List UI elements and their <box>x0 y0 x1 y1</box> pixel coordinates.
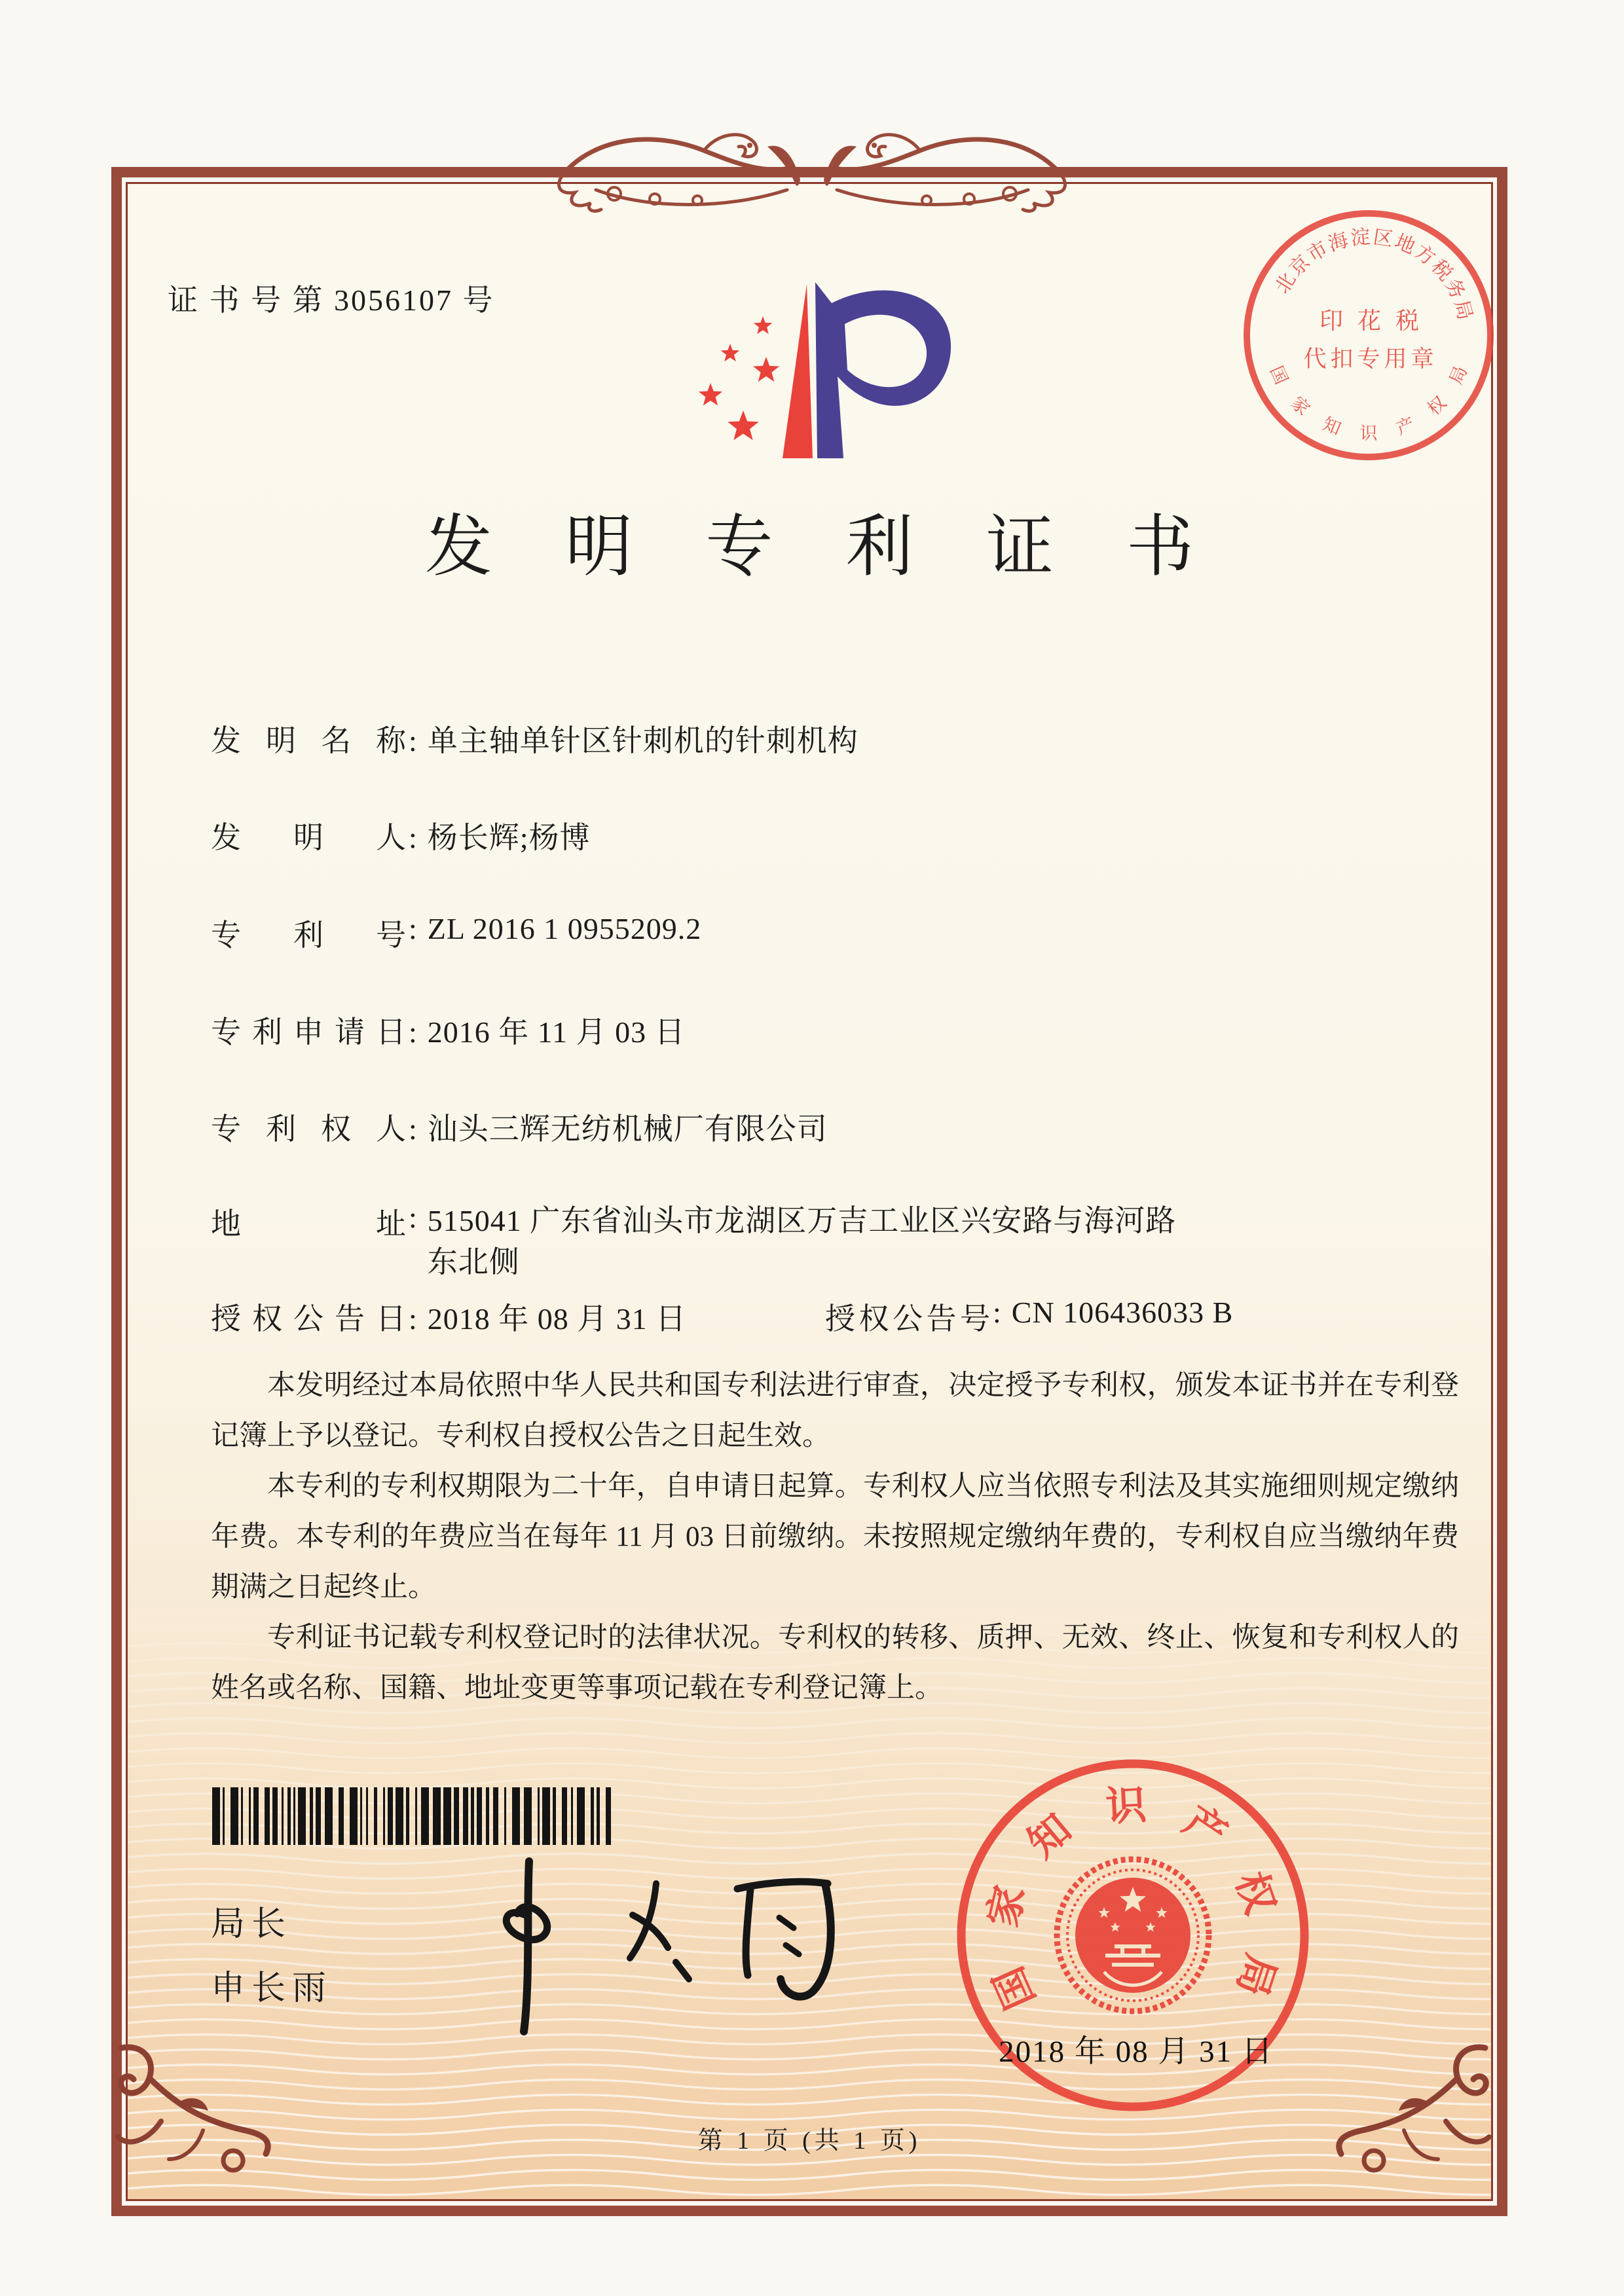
field-label: 授 权 公 告 号 <box>825 1302 990 1336</box>
national-emblem <box>1057 1859 1209 2011</box>
field-row-grant: 授 权 公 告 日 : 2018 年 08 月 31 日 授 权 公 告 号 : CN 106436033 B <box>211 1295 686 1338</box>
field-value: 汕头三辉无纺机械厂有限公司 <box>427 1112 828 1146</box>
svg-text:淀: 淀 <box>1350 226 1371 249</box>
field-grant-number: 授 权 公 告 号 : CN 106436033 B <box>825 1295 1233 1338</box>
svg-text:知: 知 <box>1320 414 1344 439</box>
field-label: 发 明 人 <box>211 821 406 854</box>
svg-text:权: 权 <box>1424 392 1450 420</box>
legal-paragraph-2: 本专利的专利权期限为二十年，自申请日起算。专利权人应当依照专利法及其实施细则规定缴纳年费。本专利的年费应当在每年 11 月 03 日前缴纳。未按照规定缴纳年费的，专利权自应当缴纳年费期满之日起终止。 <box>211 1471 1459 1603</box>
field-label: 专 利 权 人 <box>211 1112 406 1146</box>
svg-text:海: 海 <box>1325 228 1352 256</box>
cnipa-logo <box>681 272 950 468</box>
certificate-title: 发明专利证书 <box>424 510 1267 585</box>
logo-blue-p <box>815 282 951 458</box>
barcode <box>210 1786 616 1846</box>
svg-text:产: 产 <box>1175 1798 1234 1859</box>
field-value: CN 106436033 B <box>1011 1296 1234 1329</box>
svg-text:区: 区 <box>1371 226 1395 251</box>
field-value: 2018 年 08 月 31 日 <box>427 1302 687 1336</box>
svg-text:北: 北 <box>1271 269 1301 298</box>
svg-text:权: 权 <box>1227 1867 1283 1920</box>
field-value: 515041 广东省汕头市龙湖区万吉工业区兴安路与海河路 东北侧 <box>427 1204 1177 1279</box>
field-label: 专 利 申 请 日 <box>211 1015 406 1049</box>
field-row-invention-name: 发 明 名 称 : 单主轴单针区针刺机的针刺机构 <box>211 717 858 760</box>
field-label: 发 明 名 称 <box>211 724 406 757</box>
svg-text:局: 局 <box>1450 297 1477 323</box>
svg-text:市: 市 <box>1303 237 1332 266</box>
field-label: 专 利 号 <box>211 919 406 952</box>
field-row-inventor: 发 明 人 : 杨长辉;杨博 <box>211 814 591 857</box>
svg-text:产: 产 <box>1393 414 1418 439</box>
svg-text:务: 务 <box>1440 275 1469 303</box>
director-title: 局长 <box>211 1906 293 1943</box>
tax-stamp-center-line2: 代扣专用章 <box>1303 346 1438 372</box>
tax-stamp-center-line1: 印花税 <box>1319 308 1434 334</box>
dragon-ornament <box>557 117 1067 215</box>
tax-stamp <box>1238 198 1500 473</box>
field-label: 地 址 <box>211 1207 406 1241</box>
svg-text:家: 家 <box>981 1881 1034 1931</box>
logo-stars <box>699 316 779 440</box>
field-row-filing-date: 专 利 申 请 日 : 2016 年 11 月 03 日 <box>211 1008 686 1051</box>
logo-red-wedge <box>783 284 813 458</box>
grant-date-under-seal: 2018 年 08 月 31 日 <box>999 2035 1274 2069</box>
field-row-address: 地 址 : 515041 广东省汕头市龙湖区万吉工业区兴安路与海河路 东北侧 <box>211 1200 1312 1283</box>
legal-paragraph-1: 本发明经过本局依照中华人民共和国专利法进行审查，决定授予专利权，颁发本证书并在专利登记簿上予以登记。专利权自授权公告之日起生效。 <box>211 1370 1459 1451</box>
svg-text:国: 国 <box>986 1959 1044 2016</box>
svg-text:局: 局 <box>1228 1948 1283 2001</box>
page-number: 第 1 页 (共 1 页) <box>697 2127 921 2155</box>
certificate-number: 证 书 号 第 3056107 号 <box>168 283 495 317</box>
svg-text:国: 国 <box>1266 363 1292 388</box>
field-value: ZL 2016 1 0955209.2 <box>427 912 702 945</box>
field-row-patent-number: 专 利 号 : ZL 2016 1 0955209.2 <box>211 911 701 955</box>
field-value: 杨长辉;杨博 <box>427 821 591 854</box>
field-value: 2016 年 11 月 03 日 <box>427 1015 686 1049</box>
svg-text:识: 识 <box>1359 424 1378 444</box>
legal-text <box>211 1360 1459 1713</box>
legal-paragraph-3: 专利证书记载专利权登记时的法律状况。专利权的转移、质押、无效、终止、恢复和专利权人的姓名或名称、国籍、地址变更等事项记载在专利登记簿上。 <box>211 1622 1459 1704</box>
field-label: 授 权 公 告 日 <box>211 1302 406 1336</box>
field-value: 单主轴单针区针刺机的针刺机构 <box>427 724 858 757</box>
svg-text:家: 家 <box>1287 392 1314 420</box>
svg-text:知: 知 <box>1020 1806 1080 1867</box>
svg-text:局: 局 <box>1445 363 1471 388</box>
svg-text:地: 地 <box>1392 230 1418 259</box>
field-row-patentee: 专 利 权 人 : 汕头三辉无纺机械厂有限公司 <box>211 1105 828 1148</box>
national-ipo-seal <box>953 1749 1320 2129</box>
svg-text:京: 京 <box>1285 251 1315 281</box>
svg-text:方: 方 <box>1411 240 1439 270</box>
director-signature <box>452 1850 871 2046</box>
director-name: 申长雨 <box>211 1970 333 2007</box>
svg-text:识: 识 <box>1104 1783 1148 1830</box>
svg-text:税: 税 <box>1427 255 1456 285</box>
